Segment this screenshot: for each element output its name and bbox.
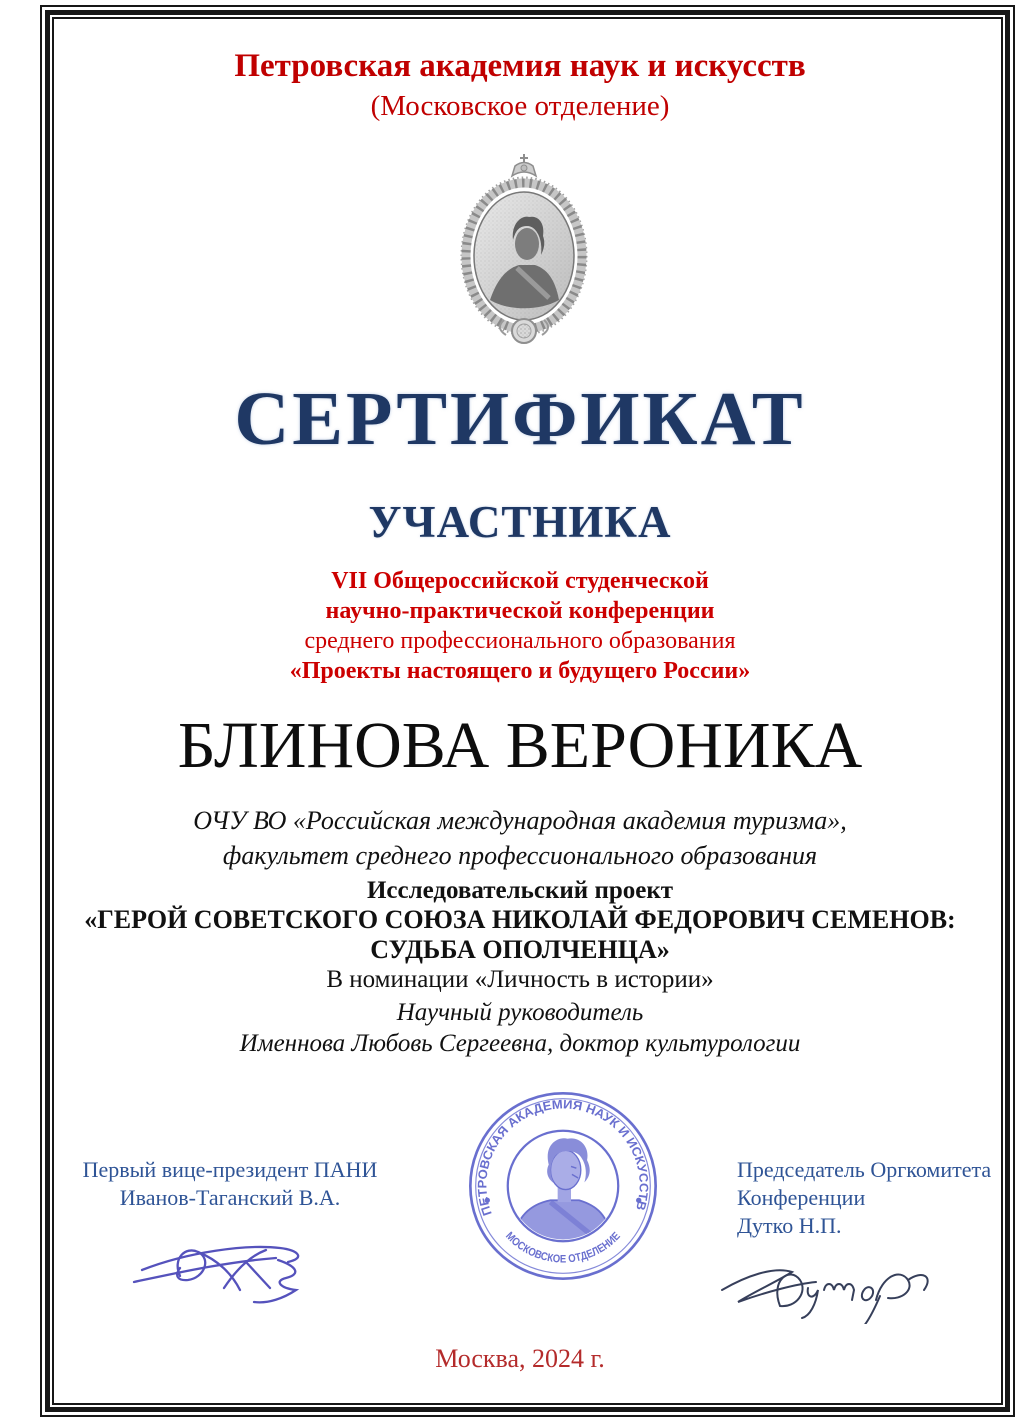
certificate-title: СЕРТИФИКАТ — [234, 377, 806, 461]
project-label: Исследовательский проект — [366, 877, 674, 904]
supervisor-label: Научный руководитель — [396, 999, 644, 1026]
institution-line-2: факультет среднего профессионального образования — [222, 841, 818, 870]
place-and-date: Москва, 2024 г. — [435, 1344, 605, 1373]
right-signatory-title: Председатель Оргкомитета — [737, 1157, 992, 1182]
certificate-subtitle: УЧАСТНИКА — [368, 497, 672, 547]
signature-left — [128, 1218, 358, 1318]
seal-bottom-text: МОСКОВСКОЕ ОТДЕЛЕНИЕ — [503, 1229, 624, 1266]
seal-top-text: ПЕТРОВСКАЯ АКАДЕМИЯ НАУК И ИСКУССТВ — [475, 1097, 651, 1218]
right-signatory-title-2: Конференции — [737, 1185, 866, 1210]
left-signatory-title: Первый вице-президент ПАНИ — [82, 1157, 378, 1182]
project-title-line-1: «ГЕРОЙ СОВЕТСКОГО СОЮЗА НИКОЛАЙ ФЕДОРОВИЧ СЕМЕНОВ: — [84, 905, 956, 934]
supervisor-name: Именнова Любовь Сергеевна, доктор культурологии — [239, 1030, 801, 1057]
recipient-name: БЛИНОВА ВЕРОНИКА — [177, 709, 863, 782]
left-signatory-name: Иванов-Таганский В.А. — [119, 1185, 341, 1210]
academy-seal — [465, 1088, 661, 1284]
peter-medallion-emblem — [448, 148, 600, 350]
academy-branch: (Московское отделение) — [370, 90, 670, 122]
academy-name: Петровская академия наук и искусств — [234, 48, 806, 84]
left-signatory-block — [70, 1156, 390, 1212]
conference-line-2: научно-практической конференции — [325, 598, 715, 624]
institution-line-1: ОЧУ ВО «Российская международная академия туризма», — [193, 806, 847, 835]
right-signatory-block — [737, 1156, 1007, 1240]
right-signatory-name: Дутко Н.П. — [737, 1213, 842, 1238]
conference-line-1: VII Общероссийской студенческой — [331, 568, 709, 594]
conference-line-3: среднего профессионального образования — [304, 628, 736, 654]
conference-line-4: «Проекты настоящего и будущего России» — [289, 658, 751, 684]
project-title-line-2: СУДЬБА ОПОЛЧЕНЦА» — [370, 935, 670, 964]
nomination-line: В номинации «Личность в истории» — [326, 966, 714, 993]
signature-right — [716, 1232, 941, 1324]
